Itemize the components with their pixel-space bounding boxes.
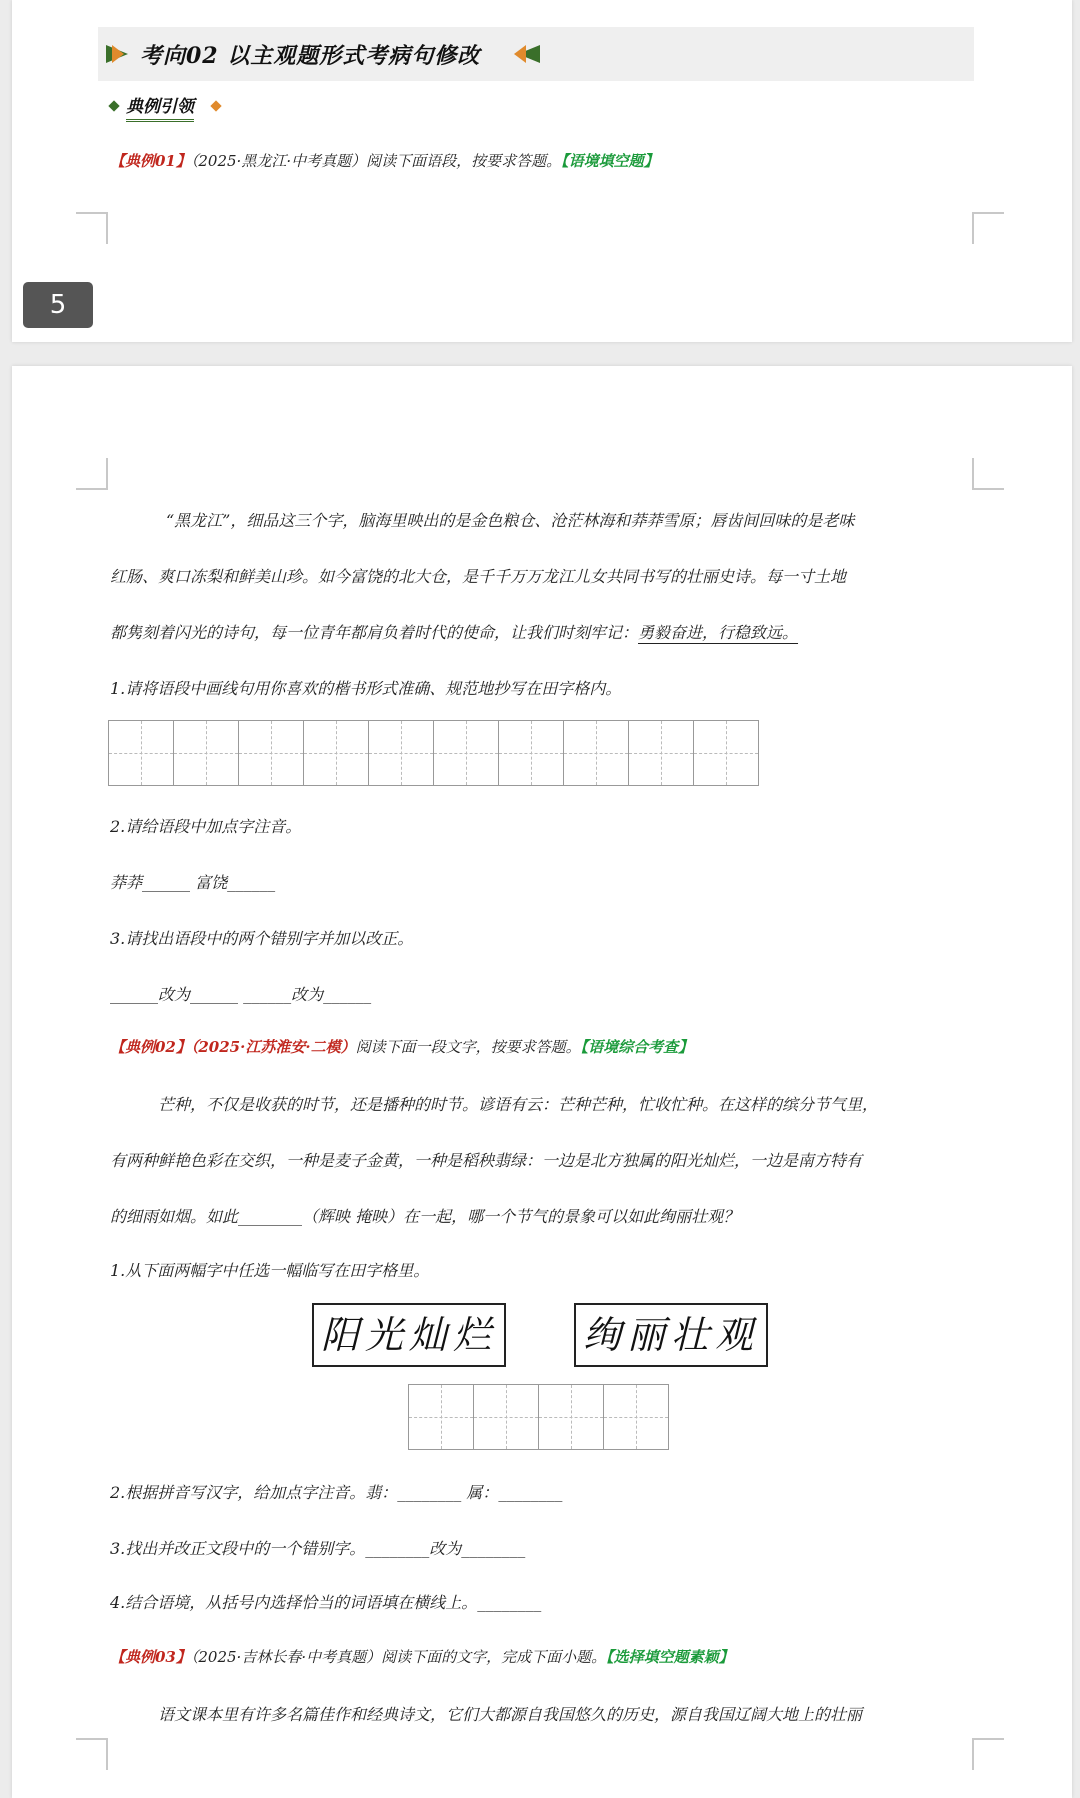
arrow-accent-icon [112,45,124,63]
grid-cell[interactable] [474,1385,539,1449]
example-03-tag: 【典例03】 [110,1648,191,1666]
grid-cell[interactable] [409,1385,474,1449]
calligraphy-sample-2[interactable]: 绚丽壮观 [574,1303,768,1367]
example-01-type: 【语境填空题】 [561,152,659,170]
example-03-type: 【选择填空题素颖】 [606,1648,734,1666]
passage-1-line-3 [110,620,798,643]
grid-cell[interactable] [369,721,434,785]
tianzige-grid-4[interactable] [408,1384,669,1450]
crop-mark [76,212,108,244]
grid-cell[interactable] [304,721,369,785]
grid-cell[interactable] [564,721,629,785]
passage-2-line-2: 有两种鲜艳色彩在交织，一种是麦子金黄，一种是稻秧翡绿：一边是北方独属的阳光灿烂，一边是南方特有 [110,1151,863,1170]
section-label: 典例引领 [126,92,194,122]
example-02-source: （2025·江苏淮安·二模） [190,1038,356,1056]
passage-1-line-2: 红肠、爽口冻梨和鲜美山珍。如今富饶的北大仓，是千千万万龙江儿女共同书写的壮丽史诗。每一寸土地 [110,567,847,586]
example-01-tag: 【典例01】 [110,152,191,170]
question-1-3-blanks[interactable]: ______改为______ ______改为______ [110,985,372,1004]
grid-cell[interactable] [539,1385,604,1449]
grid-cell[interactable] [694,721,758,785]
example-02-line [110,1036,693,1057]
crop-mark [76,1738,108,1770]
example-02-type: 【语境综合考查】 [580,1038,694,1056]
crop-mark [972,1738,1004,1770]
question-2-4[interactable]: 4.结合语境，从括号内选择恰当的词语填在横线上。________ [110,1593,542,1612]
question-2-1: 1.从下面两幅字中任选一幅临写在田字格里。 [110,1261,430,1280]
passage-2-line-1: 芒种，不仅是收获的时节，还是播种的时节。谚语有云：芒种芒种，忙收忙种。在这样的缤分节气里， [158,1095,879,1114]
example-03-source: （2025·吉林长春·中考真题）阅读下面的文字，完成下面小题。 [190,1648,607,1666]
question-1-1: 1.请将语段中画线句用你喜欢的楷书形式准确、规范地抄写在田字格内。 [110,679,622,698]
passage-2-line-3: 的细雨如烟。如此________（辉映 掩映）在一起，哪一个节气的景象可以如此绚丽壮观？ [110,1207,740,1226]
passage-3-line-1: 语文课本里有许多名篇佳作和经典诗文，它们大都源自我国悠久的历史，源自我国辽阔大地上的壮丽 [158,1705,863,1724]
underlined-sentence: 勇毅奋进，行稳致远。 [638,623,799,642]
grid-cell[interactable] [604,1385,668,1449]
question-1-2: 2.请给语段中加点字注音。 [110,817,302,836]
grid-cell[interactable] [239,721,304,785]
grid-cell[interactable] [174,721,239,785]
question-2-2[interactable]: 2.根据拼音写汉字，给加点字注音。翡：________ 属：________ [110,1483,563,1502]
grid-cell[interactable] [499,721,564,785]
topic-header-bar [98,27,974,81]
arrow-accent-icon [514,45,526,63]
crop-mark [972,458,1004,490]
passage-1-line-1: “黑龙江”，细品这三个字，脑海里映出的是金色粮仓、沧茫林海和莽莽雪原；唇齿间回味的是老味 [166,511,855,530]
grid-cell[interactable] [109,721,174,785]
question-1-2-blanks[interactable]: 莽莽______ 富饶______ [110,873,276,892]
grid-cell[interactable] [629,721,694,785]
example-03-line [110,1646,734,1667]
topic-header-title: 考向02 以主观题形式考病句修改 [140,43,481,69]
grid-cell[interactable] [434,721,499,785]
example-01-source: （2025·黑龙江·中考真题）阅读下面语段，按要求答题。 [190,152,562,170]
passage-1-line-3-text: 都隽刻着闪光的诗句，每一位青年都肩负着时代的使命，让我们时刻牢记： [110,623,639,642]
example-02-rest: 阅读下面一段文字，按要求答题。 [355,1038,581,1056]
calligraphy-sample-1[interactable]: 阳光灿烂 [312,1303,506,1367]
page-number-badge: 5 [23,282,93,328]
crop-mark [76,458,108,490]
crop-mark [972,212,1004,244]
example-02-tag: 【典例02】 [110,1038,191,1056]
question-2-3[interactable]: 3.找出并改正文段中的一个错别字。________改为________ [110,1539,526,1558]
example-01-line [110,150,659,171]
question-1-3: 3.请找出语段中的两个错别字并加以改正。 [110,929,414,948]
tianzige-grid-10[interactable] [108,720,759,786]
